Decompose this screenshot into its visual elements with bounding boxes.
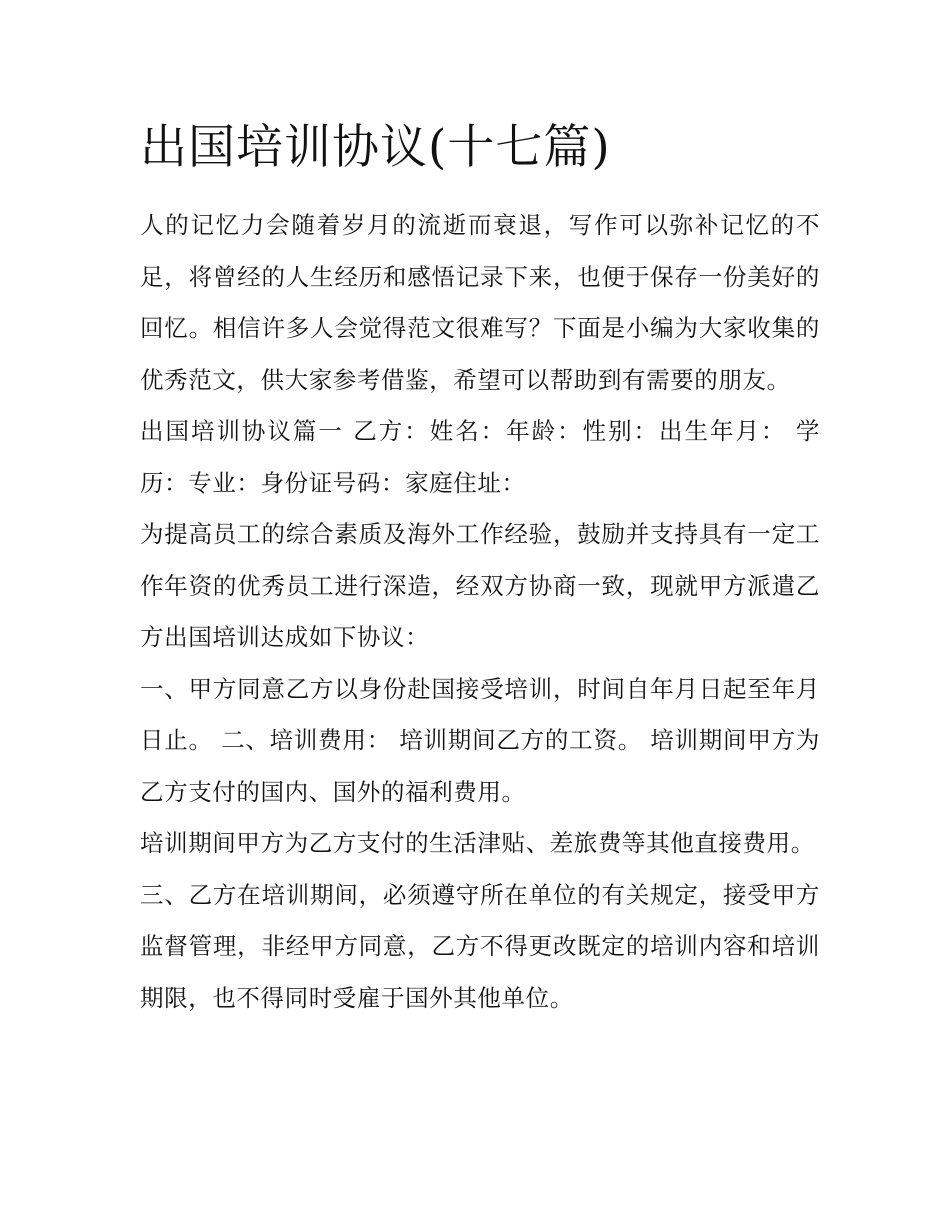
clause-one-paragraph: 一、甲方同意乙方以身份赴国接受培训，时间自年月日起至年月日止。 二、培训费用： 培训期间乙方的工资。 培训期间甲方为乙方支付的国内、国外的福利费用。 (140, 674, 820, 806)
document-body (140, 118, 820, 1024)
document-title: 出国培训协议(十七篇) (140, 120, 611, 175)
purpose-paragraph: 为提高员工的综合素质及海外工作经验，鼓励并支持具有一定工作年资的优秀员工进行深造，经双方协商一致，现就甲方派遣乙方出国培训达成如下协议： (140, 520, 820, 651)
expense-paragraph: 培训期间甲方为乙方支付的生活津贴、差旅费等其他直接费用。 (140, 829, 815, 857)
party-info-paragraph: 出国培训协议篇一 乙方：姓名：年龄：性别：出生年月： 学历：专业：身份证号码：家庭住址： (140, 417, 820, 497)
intro-paragraph: 人的记忆力会随着岁月的流逝而衰退，写作可以弥补记忆的不足，将曾经的人生经历和感悟记录下来，也便于保存一份美好的回忆。相信许多人会觉得范文很难写？下面是小编为大家收集的优秀范文，供大家参考借鉴，希望可以帮助到有需要的朋友。 (140, 211, 820, 394)
clause-three-paragraph: 三、乙方在培训期间，必须遵守所在单位的有关规定，接受甲方监督管理，非经甲方同意，乙方不得更改既定的培训内容和培训期限，也不得同时受雇于国外其他单位。 (140, 880, 820, 1012)
